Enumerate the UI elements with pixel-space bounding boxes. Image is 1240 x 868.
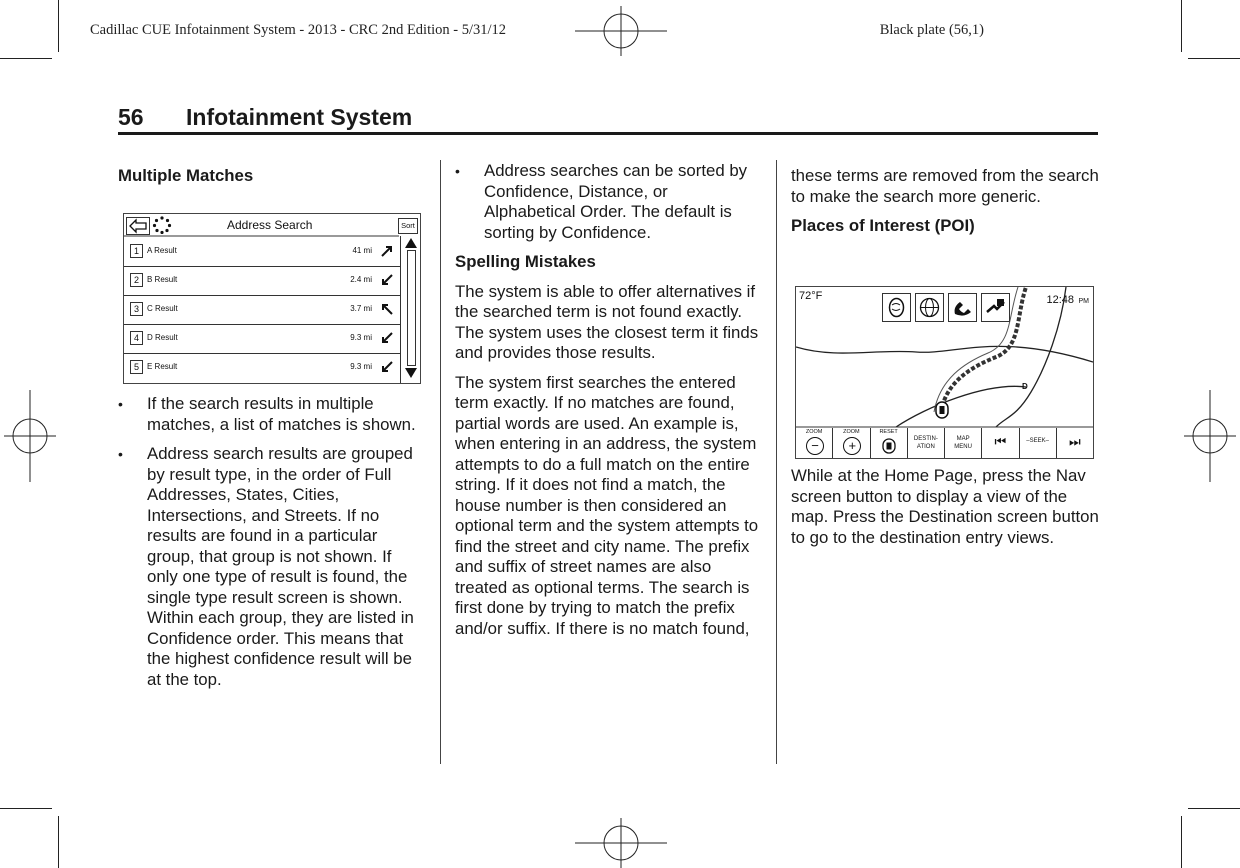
registration-mark-icon [575,6,667,56]
plate-info: Cadillac CUE Infotainment System - 2013 - CRC 2nd Edition - 5/31/12 [90,22,507,38]
seek-back-button[interactable] [982,428,1019,458]
zoom-in-icon: + [843,437,861,455]
header-rule [118,132,1098,135]
bullet-item [118,394,426,435]
column-3-body [791,466,1099,557]
crop-mark [1188,808,1240,809]
nav-button[interactable] [915,293,944,322]
result-distance: 9.3 mi [350,362,372,371]
section-heading: Spelling Mistakes [455,252,596,271]
bullet-icon: • [455,163,460,179]
loading-spinner-icon [152,216,172,234]
address-search-screen [123,213,421,384]
seek-back-icon: ⏮ [994,434,1007,449]
back-arrow-icon [127,218,149,234]
plate-number: Black plate (56,1) [879,22,984,38]
page-header [118,104,412,131]
back-button[interactable] [126,217,150,235]
map-button-bar [796,428,1093,458]
paragraph: The system is able to offer alternatives if the searched term is not found exactly. The system uses the closest term it finds and provides those results. [455,281,759,362]
phone-button[interactable] [948,293,977,322]
column-1 [118,166,426,196]
result-name: E Result [147,362,178,371]
paragraph: While at the Home Page, press the Nav screen button to display a view of the map. Press the Destination screen button to go to the destination entry views. [791,466,1099,547]
column-divider [776,160,777,764]
seek-forward-button[interactable] [1057,428,1093,458]
button-label: RESET [879,429,898,435]
list-item[interactable] [124,353,400,382]
column-2 [455,161,761,648]
time: 12:48 [1046,294,1075,306]
result-number: 3 [130,302,143,316]
direction-southwest-icon [380,360,394,374]
crop-mark [58,816,59,868]
direction-southwest-icon [380,273,394,287]
scroll-down-arrow-icon[interactable] [405,368,417,378]
result-name: A Result [147,246,177,255]
crop-mark [1181,0,1182,52]
registration-mark-icon [575,818,667,868]
map-destination-marker: D [1022,382,1028,391]
globe-icon [916,294,943,321]
reset-button[interactable] [871,428,908,458]
clock [1047,290,1089,308]
list-item[interactable] [124,266,400,296]
column-3 [791,166,1099,246]
registration-mark-icon [1184,390,1236,482]
result-name: B Result [147,275,178,284]
button-label: –SEEK– [1026,438,1049,444]
result-number: 2 [130,273,143,287]
section-heading: Places of Interest (POI) [791,216,975,235]
phone-icon [949,294,976,321]
paragraph: these terms are removed from the search to make the search more generic. [791,166,1099,206]
voice-button[interactable] [882,293,911,322]
result-distance: 2.4 mi [350,275,372,284]
zoom-out-icon: − [806,437,824,455]
paragraph: The system first searches the entered term exactly. If no matches are found, partial words are used. An example is, when entering in an address, the system attempts to do a full match on the entire string. If it does not find a match, the house number is then considered an optional term and the system attempts to find the street and city name. The prefix and suffix of street names are also treated as optional terms. The search is first done by trying to match the prefix and/or suffix. If there is no match found, [455,372,759,638]
sort-button[interactable]: Sort [398,218,418,234]
seek-forward-icon: ⏭ [1069,434,1081,449]
temperature: 72°F [799,290,823,302]
button-label: MAP MENU [954,436,972,450]
result-distance: 41 mi [352,246,372,255]
bullet-item [455,161,761,243]
direction-northwest-icon [380,302,394,316]
bullet-text: Address searches can be sorted by Confidence, Distance, or Alphabetical Order. The default is sorting by Confidence. [484,161,748,242]
registration-mark-icon [4,390,56,482]
crop-mark [0,58,52,59]
shortcut-button[interactable] [981,293,1010,322]
bullet-text: Address search results are grouped by result type, in the order of Full Addresses, States, Cities, Intersections, and Streets. If no results are found in a particular group, that group is not shown. If only one type of result is found, the single type result screen is shown. Within each group, they are listed in Confidence order. This means that the highest confidence result will be at the top. [147,444,414,689]
zoom-in-button[interactable] [833,428,870,458]
result-number: 1 [130,244,143,258]
voice-recognition-icon [883,294,910,321]
scrollbar[interactable] [400,236,421,383]
list-item[interactable] [124,295,400,325]
scrollbar-track[interactable] [407,250,416,366]
vehicle-position-icon [935,401,949,419]
result-distance: 3.7 mi [350,304,372,313]
destination-button[interactable] [908,428,945,458]
direction-northeast-icon [380,244,394,258]
button-label: ZOOM [805,429,823,435]
crop-mark [1181,816,1182,868]
list-item[interactable] [124,237,400,267]
result-distance: 9.3 mi [350,333,372,342]
bullet-icon: • [118,446,123,462]
result-name: D Result [147,333,178,342]
screen-title: Address Search [227,218,313,232]
reset-icon [882,438,896,454]
result-number: 5 [130,360,143,374]
seek-button[interactable] [1020,428,1057,458]
result-name: C Result [147,304,178,313]
column-1-body [118,394,426,699]
bullet-icon: • [118,396,123,412]
bullet-text: If the search results in multiple matches, a list of matches is shown. [147,394,416,434]
shortcut-icon [982,294,1009,321]
crop-mark [0,808,52,809]
zoom-out-button[interactable] [796,428,833,458]
page-title: Infotainment System [186,104,413,130]
bullet-item [118,444,426,690]
list-item[interactable] [124,324,400,354]
scroll-up-arrow-icon[interactable] [405,238,417,248]
button-label: ZOOM [843,429,860,435]
button-label: DESTIN- ATION [913,436,938,450]
column-divider [440,160,441,764]
crop-mark [58,0,59,52]
nav-map-screen [795,286,1094,459]
map-menu-button[interactable] [945,428,982,458]
time-period: PM [1078,298,1089,305]
result-number: 4 [130,331,143,345]
results-list [124,237,400,382]
page-number: 56 [118,104,144,130]
crop-mark [1188,58,1240,59]
section-heading: Multiple Matches [118,166,254,185]
direction-southwest-icon [380,331,394,345]
